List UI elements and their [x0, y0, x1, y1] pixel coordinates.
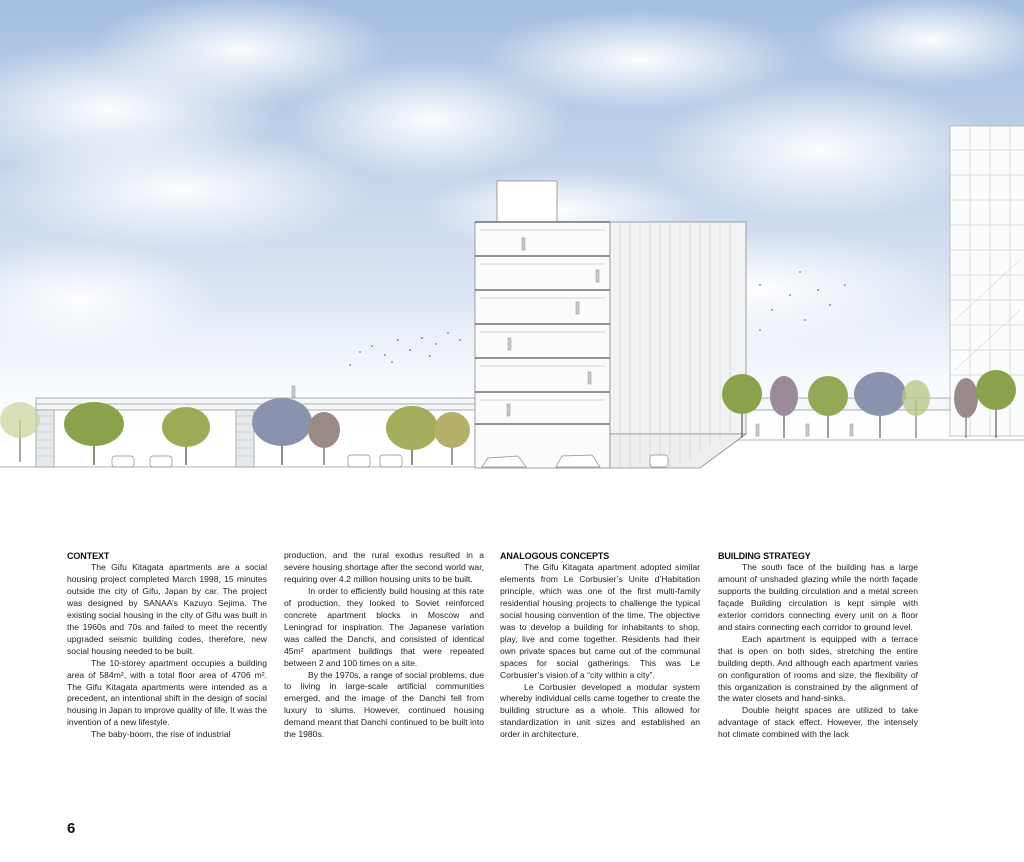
- paragraph: The baby-boom, the rise of industrial: [91, 729, 231, 740]
- heading-context: CONTEXT: [67, 551, 110, 561]
- column-analogous-concepts: [500, 550, 700, 741]
- paragraph: By the 1970s, a range of social problems, due to living in large-scale artificial communities emerged, and the image of the Danchi fell from luxury to slums. However, continued housing demand meant that Danchi continued to be built into the 1980s.: [284, 669, 484, 740]
- column-building-strategy: [718, 550, 918, 741]
- paragraph: Double height spaces are utilized to take advantage of stack effect. However, the intensely hot climate combined with the lack: [718, 705, 918, 740]
- paragraph: production, and the rural exodus resulted in a severe housing shortage after the second world war, requiring over 4.2 million housing units to be built.: [284, 550, 484, 584]
- paragraph: The Gifu Kitagata apartment adopted similar elements from Le Corbusier’s Unite d’Habitation principle, which was one of the first multi-family residential housing projects to challenge the typical social housing convention of the time. The objective was to develop a building for inhabitants to shop, play, live and come together. Residents had their own private spaces but came out of the communal spaces for social gatherings. This was Le Corbusier’s vision of a “city within a city”.: [500, 562, 700, 680]
- paragraph: The south face of the building has a large amount of unshaded glazing while the north façade supports the building circulation and a metal screen façade Building circulation is kept simple with exterior corridors connecting every unit on a floor and stairs connecting each corridor to ground level.: [718, 562, 918, 632]
- paragraph: Each apartment is equipped with a terrace that is open on both sides, stretching the entire building depth. And although each apartment varies on configuration of rooms and size, the flexibility of this organization is constrained by the alignment of the water closets and hand-sinks.: [718, 633, 918, 704]
- paragraph: The 10-storey apartment occupies a building area of 584m², with a total floor area of 4706 m². The Gifu Kitagata apartments were intended as a precedent, an intentional shift in the design of social housing in Japan to improve quality of life. It was the invention of a new lifestyle.: [67, 657, 267, 728]
- paragraph: The Gifu Kitagata apartments are a social housing project completed March 1998, 15 minutes outside the city of Gifu, Japan by car. The project was designed by SANAA’s Kazuyo Sejima. The existing social housing in the city of Gifu was built in the 1960s and 70s and failed to meet the recently upgraded seismic building codes, therefore, new social housing needed to be built.: [67, 562, 267, 656]
- paragraph: In order to efficiently build housing at this rate of production, they looked to Soviet reinforced concrete apartment blocks in Moscow and Leningrad for inspiration. The Japanese variation was called the Danchi, and consisted of identical 45m² apartment buildings that were repeated between 2 and 100 times on a site.: [284, 585, 484, 668]
- main-building: [475, 181, 746, 468]
- page-number: 6: [67, 820, 76, 837]
- column-context-continued: [284, 550, 484, 741]
- heading-analogous-concepts: ANALOGOUS CONCEPTS: [500, 551, 610, 561]
- column-context: [67, 550, 267, 741]
- paragraph: Le Corbusier developed a modular system whereby individual cells came together to create the building structure as a whole. This allowed for standardization in unit sizes and established an order in architecture.: [500, 681, 700, 740]
- heading-building-strategy: BUILDING STRATEGY: [718, 551, 811, 561]
